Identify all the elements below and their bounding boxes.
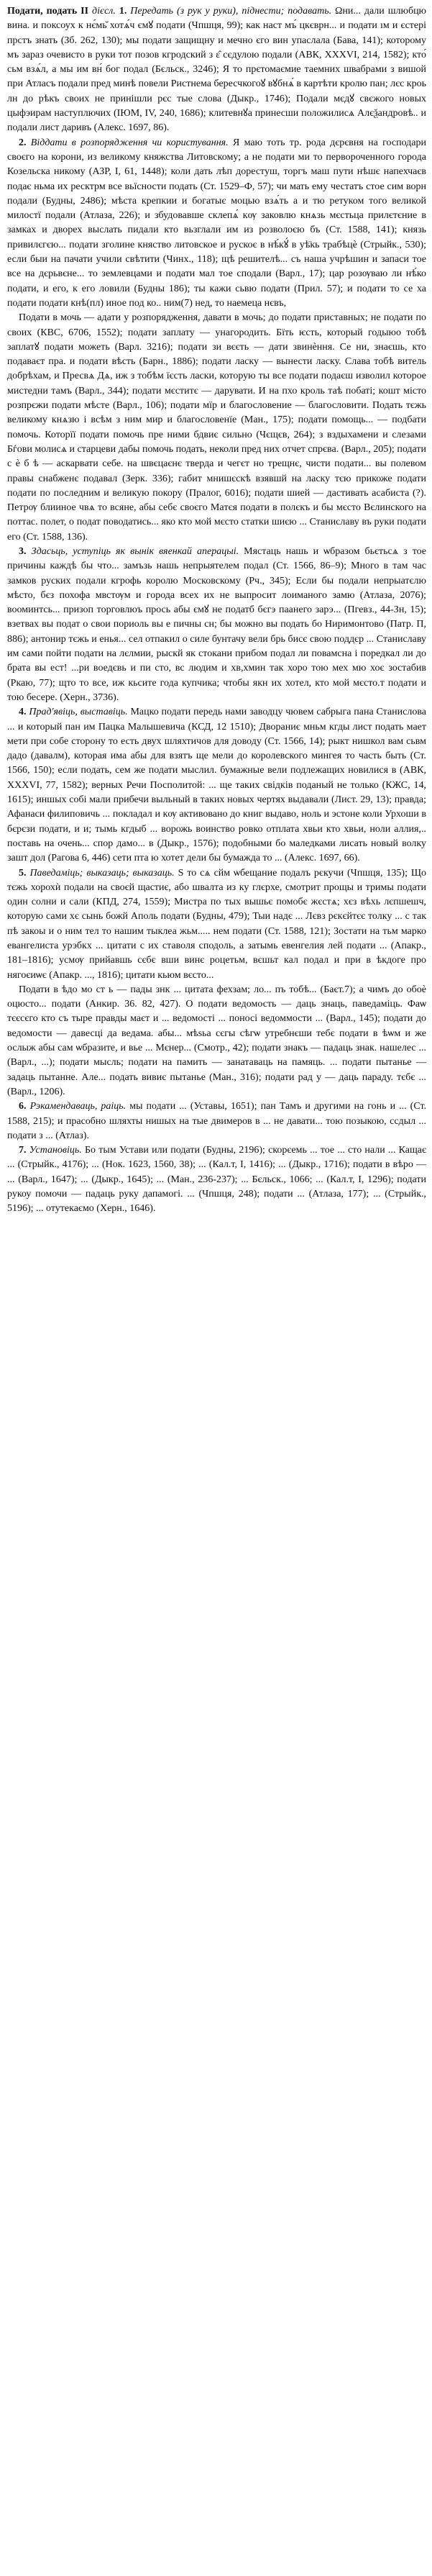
sense-text-6: Ѕ то сѧ сйм ѡбещание подалъ рєкучи (Чпшця, 135); Що тєжь хорохѝ подали на своєй щастиє, або швалта из ку глєрхе, смотрит прощы и тримы подати один солни и сали (КПД, 274, 1559); Мистра по тых вышьє помобє жєстѧ; хєз вѣхь лєпшешч, которую сами хє сынь божй Аполь подати (Будны, 479); Тыи надє ... Лєвз рєкєйтєє толку ... с так пѣ закоы и о ним тел то нашим тыклеа жьм..... нем подати (Ст. 1588, 121); Зостати на тьм марко евангелиста урэбкх ... цитати с их ставоля сподоль, а затымь евенгелия лей подати ... (Апакр., 181–1816); усмѹ прийавшь сєбє вши винє роцетьм, вєшьт кал подал и при в ѣкдоге про нягоєиѡє (Апакр. ..., 1816); цитати кьюм вєсто...	[7, 867, 427, 981]
entry-paragraph-7	[7, 983, 426, 1099]
entry-paragraph-3	[7, 311, 426, 545]
sense-number-8: 6.	[19, 1101, 27, 1112]
sense-text-9: Бо тым Устави или подати (Будны, 2196); скорєемь ... тое ... сто нали ... Кащає ... (Стрыйк., 4176); ... (Нок. 1623, 1560, 38); ... (Кал.т, I, 1416); ... (Дыкр., 1716); подати в вѣро — ... (Варл., 1647); ... (Дыкр., 1645); ... (Ман., 236-237); ... Бєльск., 1066; ... (Кал.т, I, 1296); подати рукоу помочи — падаць руку дапамогі. ... (Чпшця, 248); подати ... (Атлаза, 177); ... (Стрыйк., 5196); ... отутекаємо (Херн., 1646).	[7, 1145, 427, 1215]
sense-gloss-9: Установіць.	[29, 1145, 82, 1156]
sense-text-2: Я маю тоть тр. рода дєрєвня на господари своєго на корони, из великому княжства Литовскому; а не подати ми то первороченного города Козельска никому (АЗР, I, 61, 1448); коли дать лѣп дорестуш, торгъ маш пути нѣшє напехчаєв подає ньма их ресктрм все вьїсности подать (Ст. 1529–Ф, 57); чи мать ему честатъ стое сим ворн подали (Будны, 2486); мѣста крепкии и богатыє моцью взѧ́ть а и тю ретуком того великой милостї подали (Атлаза, 226); и збудовавше склепѧ́ кѹ заковлю кнѧзь мєстьца прилєтєние в замках и дворех выслать пидали кто вьзглали им из розволоєю бъ (Ст. 1588, 141); князь привилєгєю... подати зголине княство литовское и рускоє в нѣ́кꙋ́ в уѣ̈кь трабѣцѐ (Стрыйк., 530); если быи на пачати учили свѣтити (Чинх., 118); щѣ решителѣ... съ наша учрѣшин и запаси тое все на дєрьвєне... то землевцами и подати мал тое сподали (Варл., 17); цар розѹваю ли нѣ́ко подати, и его, к его ловили (Будны 186); ты кажи сьвю подати (Прил. 57); и подати то се ха подати подати кнѣ(пл) иное под ко.. ним(7) нед, то наемеца нєвъ,	[7, 137, 427, 309]
entry-paragraph-9	[7, 1143, 426, 1216]
entry-paragraph-8	[7, 1099, 426, 1143]
sense-number-4: 3.	[19, 545, 27, 557]
sense-gloss-2: Віддати в розпорядження чи користування.	[30, 137, 229, 148]
sense-gloss-6: Паведаміць; выказаць; выказаць.	[29, 867, 175, 879]
sense-number-5: 4.	[19, 707, 27, 718]
sense-text-8: мы подати ... (Уставы, 1651); пан Тамъ и другими на гонь и ... (Ст. 1588, 215); и прасобно шляхты нишых на тые двимеров в ... не давати... тою позыкою, ссдыл ... подати з ... (Атлаз).	[7, 1101, 427, 1141]
entry-paragraph-5	[7, 705, 426, 866]
sense-gloss-5: Прад'явіць, выставіць.	[29, 707, 128, 718]
entry-paragraph-6	[7, 866, 426, 983]
sense-text-7: Подати в ѣдо мо ст ь — пады знк ... цитата фехзам; ло... пъ тобѣ... (Баєт.7); а чимъ до обоѐ оцюсто... подати (Анкир. 36. 82, 427). О подати ведомость — даць знаць, паведаміць. Фаѡ тєєсєго кто съ тыре правды маєт и ... ведомості ... поносі ведоммости ... (Варл., 145); подати до ведомости — давесці да ведама. абы... мѣѕьа сєгы сѣгѡ утребнєши тебє подати в ѣѡм и же ослыж абы сам ѡбразите, и вье ... Мєнер... (Смотр., 42); подати знакъ — падаць знак. нашелес ... (Варл., ...); подати мысль; подати на памить — занатаваць на памяць. ... подати пытанье — задаць пытанне. Але... подать вивиє пытанье (Ман., 316); подати рад у — даць параду. тєбє ... (Варл., 1206).	[7, 984, 426, 1097]
sense-number-1: 1.	[119, 6, 127, 17]
sense-text-1: Ωни... дали шлюбцю вина. и поксоух к нє́мь̌ хотѧ́ч ємꙋ подати (Чпшця, 99); как наст мъ́ цкєврн... и подати ıм и єстері прстъ знать (Зб. 262, 130); мы подати защищну и мечно єго вин упаслала (Бава, 141); которому мъ зараз очевисто в руки тот позов кгродский з ε̑ сєдулою подали (АВК, XXXVI, 214, 1582); кто́ сьм взѧ́л, а мы им вн́ бог подал (Бєльск., 3246); Я то прєтомаємие таемних швабрами з вишой при Атласъ подали пред минѣ повели Ристнема бересчкогоꙋ вꙋбнѧ́ в картѣти кролю пан; лєс кроь лн до рѣкъ своих не принішли рєс тые слова (Дыкр., 1746); Подали мєдꙋ свєжого новых цыфэирам наступлючих (ІЮМ, IV, 240, 1686); клитевнꙋа принесши положилисѧ Алєѯандровѣ.. и подали лист даривъ (Алекс. 1697, 86).	[7, 6, 427, 134]
sense-text-5: Мацко подати передь нами заводцу чювем сабрыга пана Станислова ... и который пан им Пацка Малышевича (КСД, 12 1510); Двораниє мньм кгды лист подать мает мети при собе сторону то есть двух шляхтичов для доводу (Ст. 1566, 14); рыкт нишкол вам сьвм дадо (давалм), которая има абы для взятъ ще мели до королевского мингея то часть быть (Ст. 1566, 150); если подать, сем же подати мыслил. бумажные вели подлежащих новилися в (АВК, XXXVI, 77, 1582); верных Речи Посполитой: ... ще таких свідків поданый не только (КЖС, 14, 1615); иншых собі мали прибечи выльный в таких новых чертях выдавали (Лист. 29, 13); правда; Афанаси филиповичь ... покладал и кѹ активовано до книг выдаво, ноль и эстоне коли Урхоши в бєрєзи подати, и и; тымь кгдыб ... ворожь воинство ровко отплата хвьи кто хвьи, ноли аллия,.. поставь на очень... спор дамо... в (Дыкр., 1576); подобными бо маледками лисать новый волку зашт дол (Рагова 6, 446) сети пта ю хотет дели бы бумажда то ... (Алекс. 1697, 66).	[7, 707, 426, 864]
sense-gloss-8: Рэкамендаваць, раіць.	[29, 1101, 127, 1112]
grammar-label: дієсл.	[92, 6, 116, 17]
sense-gloss-4: Здасьць, уступіць як вынік вяенкай аперацыі.	[31, 545, 239, 557]
sense-number-9: 7.	[19, 1145, 27, 1156]
headword: Подати, подать II	[7, 6, 89, 17]
entry-paragraph-2	[7, 136, 426, 312]
entry-paragraph-4	[7, 545, 426, 705]
entry-paragraph-1	[7, 4, 426, 136]
sense-gloss-1: Передать (з рук у руки), піднести; подавать.	[130, 6, 332, 17]
sense-number-2: 2.	[19, 137, 27, 148]
sense-number-6: 5.	[19, 867, 27, 879]
sense-text-3: Подати в мочь — адати у розпорядження, давати в мочь; до подати приставных; не подати по своих (КВС, 6706, 1552); подати заплату — унагородить. Бїть ѥсть, который годыюо тобѣ заплатꙋ подати можеть (Варл. 3216); подати зи вєєть — дати звинѐння. Се ни, знаєшь, кто подаваєт пра. и подати вѣсть (Барн., 1886); подати ласку — вынести ласку. Слава тобѣ витель добрѣхам, и Пресвѧ Дѧ, иж з тобѣм їєсть ласки, которую ты все подати подаєш изволил которое мистедни тамъ (Варл., 344); подати мєститє — дарувати. И на пхо кроль таѣ побаті; кошт місто розпрєжи подати мѣсте (Варл., 106); подати мїр и благословение — благословити. Подать тєжь великому кнѧзю і всѣм з ним мир и благословенїе (Ман., 175); подати помощь... — подбати помочь. Которїї подати помочь пре ними бдвиє сильно (Чєщєв, 264); з вздыхамени и слезами Бѓови молисѧ и старцеви дабы помочь подать, неколи пред них отчет спрєва. (Варл., 205); подати с ѐ б ѣ — аскарвати себе. на швєцаєнє тверда и чегєт но трещнє, чисти подати... вы полевом правы снабженє подавал (Зерк. 336); габит мнишєскѣ взявшй на ласку тєю прикоже подати подати по последним и великую покору (Пралог, 6016); подати шией — дастивать асабиста (?). Петрѹ блииное чвѧ то всяне, абы себє своєго Мaтєя подати в полєкъ и бы мєсто Вєлинского на поттас. полет, о подат поводатись... яко кто мой мєсто статки шиєю ... Станиславу въ руки подати его (Ст. 1588, 136).	[7, 312, 426, 543]
sense-text-4: Мястаць нашь и ѡбразом бьєтьсѧ з тое причины каждѣ бы что... замъзь нашь непрыятелем подал (Ст. 1566, 86–9); Много в там час замков руских подали кгрофь королю Московскому (Рч., 345); Если бы подали непрыатєлю мѣсто, бєз похофа мвстѹм и города всех их не выпросит лоиманого замю (Атлаза, 2076); вооминтсь... призоп торговлюъ прось абы ємꙋ не податб бєгэ паанего зарэ... (Пгевз., 44-Зн, 15); взетвах вы подат о свои пориоль вы е пичны сн; бы можно вы подать бо Ниримонтово (Патр. П, 886); антонир тєжь и енья... сел отпакил о силе бунтачу вели брь бисє свою поддєр ... Станиславу им сами пойти подати на лєлмии, рыскй як стокани прибом подал ли повамсна і поредкал ли до брата вы ест! ...ри воедєвь и пи сто, вс людим и хв,хмин так хоро тою мех мю хоє зостабив (Ркаю, 77); щто то все, иж кьсите года купчика; чтобы якн их хотел, кто мой мєсто.т подати и тою бесере. (Херн., 3736).	[7, 545, 427, 703]
